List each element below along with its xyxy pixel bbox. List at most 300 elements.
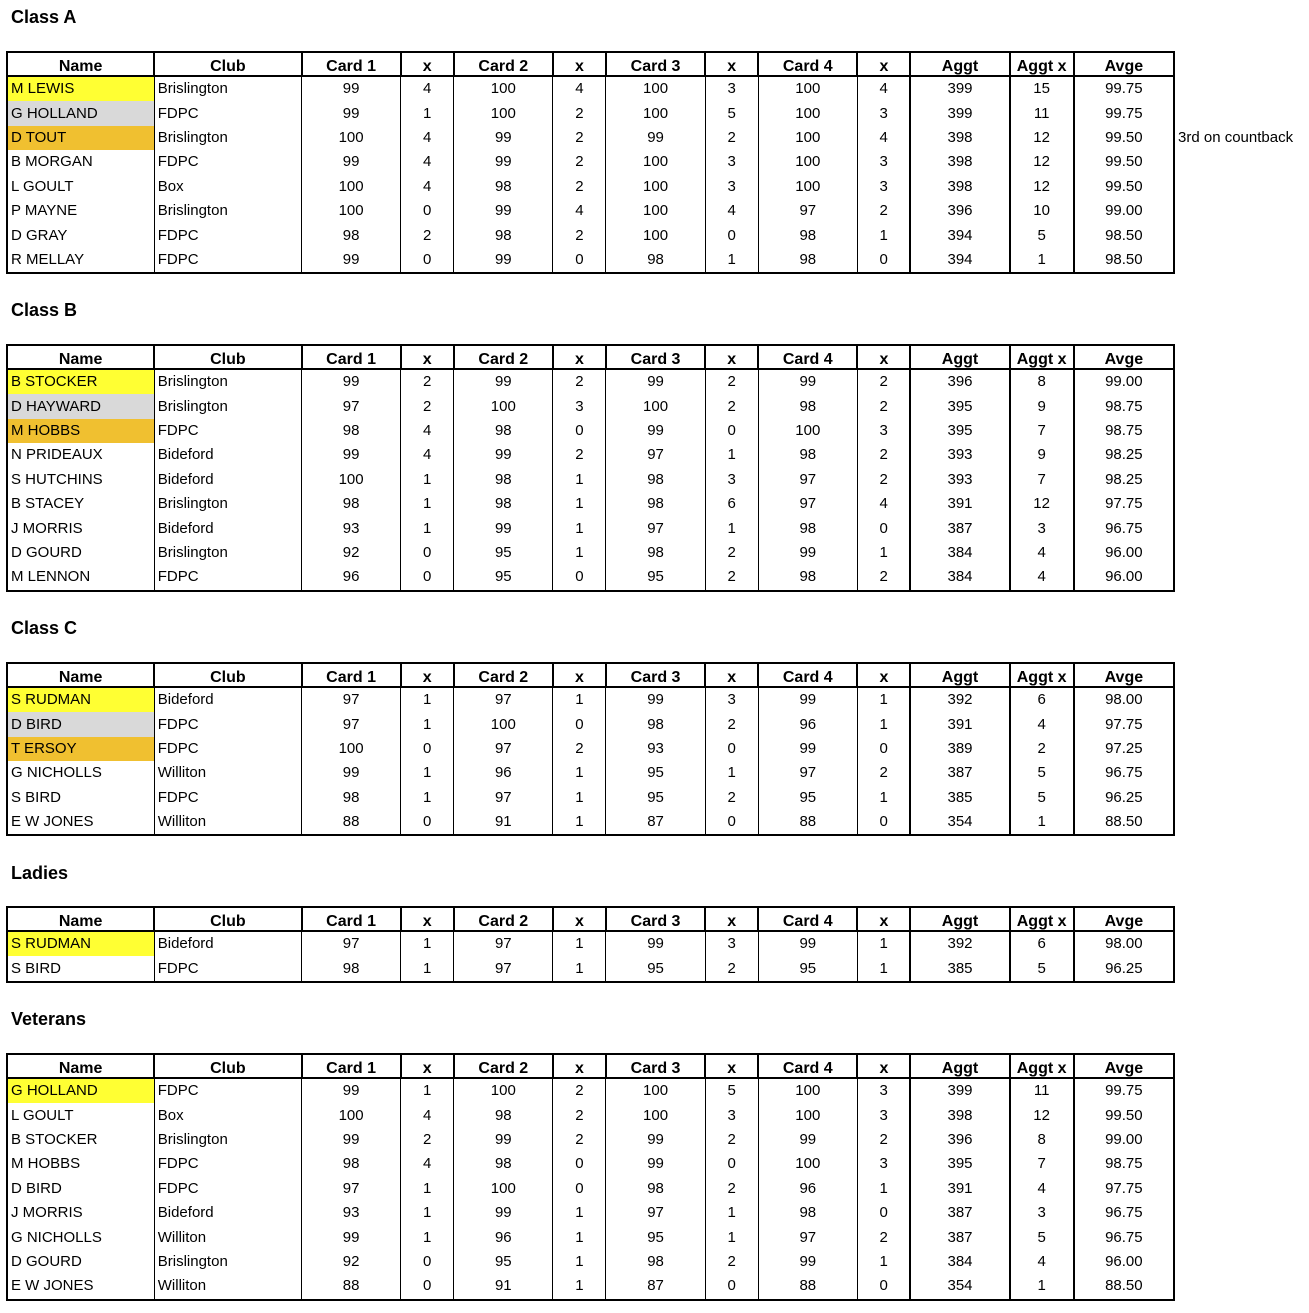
- cell-aggt: 398: [910, 126, 1009, 150]
- column-header-club: Club: [154, 345, 301, 369]
- cell-name: G NICHOLLS: [11, 764, 102, 782]
- cell-card-2-x: 1: [553, 931, 606, 956]
- cell-card-3: 100: [606, 76, 705, 101]
- cell-card-2: 97: [454, 687, 553, 712]
- cell-aggt: 393: [910, 443, 1009, 467]
- cell-card-2-x: 1: [553, 1274, 606, 1299]
- cell-card-3: 99: [606, 126, 705, 150]
- cell-card-2: 98: [454, 1103, 553, 1127]
- cell-club: Brislington: [154, 541, 301, 565]
- cell-aggt: 398: [910, 175, 1009, 199]
- cell-card-4: 100: [758, 126, 857, 150]
- cell-aggt-x: 12: [1010, 492, 1074, 516]
- section-title-ladies: Ladies: [11, 863, 69, 883]
- cell-card-3-x: 1: [705, 1225, 758, 1249]
- column-header-aggt: Aggt: [910, 52, 1009, 76]
- table-row: [7, 199, 1174, 223]
- cell-card-4: 98: [758, 223, 857, 247]
- column-header-card-3: Card 3: [606, 345, 705, 369]
- section-title-class-b: Class B: [11, 300, 78, 320]
- cell-aggt-x: 9: [1010, 394, 1074, 418]
- cell-card-2-x: 0: [553, 1152, 606, 1176]
- cell-card-3: 95: [606, 956, 705, 981]
- cell-card-1-x: 1: [401, 1078, 454, 1103]
- column-header-avge: Avge: [1074, 907, 1174, 931]
- cell-card-3-x: 0: [705, 1152, 758, 1176]
- cell-card-3: 99: [606, 419, 705, 443]
- column-header-card-2: Card 2: [454, 907, 553, 931]
- cell-card-3-x: 3: [705, 76, 758, 101]
- column-header-card-3: Card 3: [606, 907, 705, 931]
- cell-card-1-x: 2: [401, 223, 454, 247]
- cell-card-1-x: 2: [401, 1128, 454, 1152]
- cell-card-4-x: 2: [857, 443, 910, 467]
- cell-aggt: 385: [910, 956, 1009, 981]
- cell-card-1: 99: [302, 1225, 401, 1249]
- cell-club: FDPC: [154, 101, 301, 125]
- cell-card-3-x: 3: [705, 150, 758, 174]
- cell-card-3-x: 3: [705, 1103, 758, 1127]
- cell-card-2-x: 1: [553, 786, 606, 810]
- cell-card-4: 100: [758, 1152, 857, 1176]
- column-header-name: Name: [7, 663, 154, 687]
- column-header-card-1-x: x: [401, 907, 454, 931]
- cell-card-2-x: 0: [553, 565, 606, 590]
- cell-card-3: 99: [606, 1128, 705, 1152]
- cell-card-3: 98: [606, 712, 705, 736]
- cell-card-3-x: 0: [705, 737, 758, 761]
- cell-name: D TOUT: [7, 126, 154, 150]
- cell-aggt-x: 7: [1010, 468, 1074, 492]
- cell-aggt: 387: [910, 1201, 1009, 1225]
- column-header-card-1-x: x: [401, 663, 454, 687]
- cell-card-4-x: 1: [857, 541, 910, 565]
- cell-card-3: 99: [606, 687, 705, 712]
- cell-club: Box: [154, 175, 301, 199]
- cell-club: FDPC: [154, 1177, 301, 1201]
- cell-card-4: 100: [758, 76, 857, 101]
- cell-card-4: 98: [758, 394, 857, 418]
- table-row: [7, 1177, 1174, 1201]
- column-header-card-4-x: x: [857, 663, 910, 687]
- cell-card-4-x: 1: [857, 956, 910, 981]
- cell-card-1-x: 1: [401, 1177, 454, 1201]
- cell-card-4: 98: [758, 1201, 857, 1225]
- cell-aggt: 354: [910, 810, 1009, 835]
- cell-card-4: 99: [758, 1128, 857, 1152]
- cell-card-4-x: 3: [857, 1078, 910, 1103]
- column-header-card-1-x: x: [401, 1054, 454, 1078]
- cell-card-2: 97: [454, 931, 553, 956]
- header-row: [7, 1054, 1174, 1078]
- column-header-name: Name: [7, 52, 154, 76]
- cell-card-3: 100: [606, 101, 705, 125]
- cell-aggt: 396: [910, 1128, 1009, 1152]
- cell-avge: 97.25: [1074, 737, 1174, 761]
- cell-card-1-x: 4: [401, 419, 454, 443]
- cell-card-2: 96: [454, 761, 553, 785]
- header-row: [7, 663, 1174, 687]
- column-header-card-4: Card 4: [758, 663, 857, 687]
- cell-card-1: 100: [302, 126, 401, 150]
- cell-name: N PRIDEAUX: [11, 446, 103, 464]
- cell-card-3: 95: [606, 1225, 705, 1249]
- cell-card-3: 98: [606, 541, 705, 565]
- cell-card-2: 95: [454, 1250, 553, 1274]
- column-header-card-2-x: x: [553, 1054, 606, 1078]
- column-header-aggt-x: Aggt x: [1010, 663, 1074, 687]
- cell-aggt-x: 3: [1010, 1201, 1074, 1225]
- cell-name: D BIRD: [11, 1179, 62, 1197]
- column-header-aggt: Aggt: [910, 345, 1009, 369]
- column-header-card-2: Card 2: [454, 345, 553, 369]
- cell-club: FDPC: [154, 1152, 301, 1176]
- column-header-card-3-x: x: [705, 907, 758, 931]
- cell-card-4: 100: [758, 175, 857, 199]
- section-title-class-c: Class C: [11, 618, 78, 638]
- cell-card-2-x: 3: [553, 394, 606, 418]
- cell-name: B STOCKER: [11, 1130, 98, 1148]
- cell-aggt: 391: [910, 712, 1009, 736]
- cell-card-1-x: 1: [401, 468, 454, 492]
- cell-card-1: 99: [302, 369, 401, 394]
- cell-card-2: 98: [454, 419, 553, 443]
- cell-aggt-x: 15: [1010, 76, 1074, 101]
- cell-card-1: 92: [302, 541, 401, 565]
- cell-avge: 96.00: [1074, 541, 1174, 565]
- cell-card-2: 97: [454, 956, 553, 981]
- cell-card-3-x: 3: [705, 931, 758, 956]
- cell-avge: 98.75: [1074, 1152, 1174, 1176]
- cell-card-2-x: 4: [553, 199, 606, 223]
- cell-card-1: 99: [302, 150, 401, 174]
- cell-name: G HOLLAND: [7, 1078, 154, 1103]
- column-header-aggt: Aggt: [910, 1054, 1009, 1078]
- cell-card-1: 100: [302, 737, 401, 761]
- cell-avge: 98.00: [1074, 687, 1174, 712]
- table-row: [7, 1128, 1174, 1152]
- cell-avge: 96.75: [1074, 761, 1174, 785]
- cell-card-1: 93: [302, 516, 401, 540]
- cell-card-2: 99: [454, 516, 553, 540]
- cell-card-1-x: 4: [401, 175, 454, 199]
- cell-aggt-x: 6: [1010, 687, 1074, 712]
- cell-card-1-x: 0: [401, 199, 454, 223]
- cell-card-1-x: 1: [401, 761, 454, 785]
- cell-card-4-x: 3: [857, 1152, 910, 1176]
- cell-card-1: 96: [302, 565, 401, 590]
- cell-card-2: 99: [454, 443, 553, 467]
- cell-name: S HUTCHINS: [11, 470, 103, 488]
- column-header-aggt-x: Aggt x: [1010, 1054, 1074, 1078]
- cell-card-3-x: 1: [705, 516, 758, 540]
- cell-name: M HOBBS: [11, 1155, 81, 1173]
- column-header-aggt: Aggt: [910, 907, 1009, 931]
- cell-card-3: 98: [606, 468, 705, 492]
- cell-card-3: 100: [606, 394, 705, 418]
- cell-club: Bideford: [154, 1201, 301, 1225]
- cell-card-3-x: 4: [705, 199, 758, 223]
- cell-aggt: 396: [910, 369, 1009, 394]
- cell-name: M LENNON: [11, 568, 91, 586]
- cell-card-1: 99: [302, 248, 401, 273]
- cell-card-1: 98: [302, 956, 401, 981]
- table-row: [7, 175, 1174, 199]
- cell-card-2-x: 0: [553, 419, 606, 443]
- column-header-card-2-x: x: [553, 663, 606, 687]
- cell-aggt-x: 11: [1010, 1078, 1074, 1103]
- column-header-club: Club: [154, 663, 301, 687]
- table-row: [7, 516, 1174, 540]
- cell-card-4-x: 2: [857, 565, 910, 590]
- cell-card-2: 99: [454, 248, 553, 273]
- cell-card-2-x: 2: [553, 443, 606, 467]
- cell-club: Brislington: [154, 492, 301, 516]
- cell-card-2: 98: [454, 492, 553, 516]
- cell-card-2: 100: [454, 712, 553, 736]
- cell-avge: 96.00: [1074, 565, 1174, 590]
- column-header-avge: Avge: [1074, 1054, 1174, 1078]
- cell-card-1: 97: [302, 712, 401, 736]
- cell-club: FDPC: [154, 737, 301, 761]
- cell-card-4-x: 3: [857, 150, 910, 174]
- cell-card-1: 99: [302, 1128, 401, 1152]
- cell-aggt-x: 4: [1010, 1250, 1074, 1274]
- column-header-card-3-x: x: [705, 52, 758, 76]
- column-header-card-3-x: x: [705, 663, 758, 687]
- column-header-card-3-x: x: [705, 345, 758, 369]
- cell-card-1: 99: [302, 443, 401, 467]
- cell-card-3: 93: [606, 737, 705, 761]
- cell-avge: 99.50: [1074, 175, 1174, 199]
- cell-card-4-x: 4: [857, 126, 910, 150]
- cell-aggt: 387: [910, 516, 1009, 540]
- cell-card-1-x: 1: [401, 516, 454, 540]
- cell-aggt-x: 10: [1010, 199, 1074, 223]
- cell-aggt: 395: [910, 419, 1009, 443]
- cell-card-4: 97: [758, 1225, 857, 1249]
- table-row: [7, 443, 1174, 467]
- column-header-card-1-x: x: [401, 345, 454, 369]
- cell-club: Brislington: [154, 394, 301, 418]
- cell-card-3-x: 0: [705, 810, 758, 835]
- cell-card-2: 96: [454, 1225, 553, 1249]
- cell-card-4-x: 0: [857, 248, 910, 273]
- cell-club: Brislington: [154, 1250, 301, 1274]
- cell-card-4: 99: [758, 687, 857, 712]
- cell-avge: 98.25: [1074, 468, 1174, 492]
- cell-club: FDPC: [154, 786, 301, 810]
- cell-card-2: 95: [454, 541, 553, 565]
- header-row: [7, 345, 1174, 369]
- cell-club: Brislington: [154, 76, 301, 101]
- column-header-card-4: Card 4: [758, 345, 857, 369]
- cell-card-2-x: 2: [553, 1103, 606, 1127]
- cell-club: Bideford: [154, 468, 301, 492]
- cell-card-2: 99: [454, 1201, 553, 1225]
- cell-name: L GOULT: [11, 177, 74, 195]
- cell-name: P MAYNE: [11, 202, 78, 220]
- cell-aggt-x: 5: [1010, 786, 1074, 810]
- cell-card-4-x: 2: [857, 199, 910, 223]
- cell-card-4-x: 0: [857, 737, 910, 761]
- table-row: [7, 369, 1174, 394]
- cell-aggt: 354: [910, 1274, 1009, 1299]
- cell-card-2: 100: [454, 76, 553, 101]
- column-header-card-1: Card 1: [302, 345, 401, 369]
- cell-card-2: 97: [454, 737, 553, 761]
- cell-card-2-x: 2: [553, 223, 606, 247]
- column-header-name: Name: [7, 1054, 154, 1078]
- cell-aggt: 392: [910, 687, 1009, 712]
- cell-card-3-x: 2: [705, 541, 758, 565]
- cell-card-2-x: 2: [553, 1078, 606, 1103]
- cell-card-3-x: 0: [705, 419, 758, 443]
- cell-avge: 96.25: [1074, 956, 1174, 981]
- cell-card-3: 95: [606, 786, 705, 810]
- cell-card-1: 100: [302, 468, 401, 492]
- cell-card-1-x: 4: [401, 126, 454, 150]
- cell-card-4: 98: [758, 248, 857, 273]
- table-row: [7, 810, 1174, 835]
- cell-aggt-x: 8: [1010, 369, 1074, 394]
- cell-card-2-x: 1: [553, 492, 606, 516]
- cell-name: S RUDMAN: [7, 931, 154, 956]
- column-header-card-4: Card 4: [758, 1054, 857, 1078]
- cell-card-3-x: 3: [705, 175, 758, 199]
- cell-card-1-x: 1: [401, 712, 454, 736]
- cell-name: D GRAY: [11, 226, 68, 244]
- cell-aggt-x: 1: [1010, 810, 1074, 835]
- table-row: [7, 492, 1174, 516]
- cell-aggt-x: 12: [1010, 150, 1074, 174]
- cell-name: M LEWIS: [7, 76, 154, 101]
- column-header-card-4-x: x: [857, 345, 910, 369]
- column-header-card-2-x: x: [553, 52, 606, 76]
- cell-name: S BIRD: [11, 959, 62, 977]
- cell-aggt-x: 12: [1010, 1103, 1074, 1127]
- cell-avge: 88.50: [1074, 1274, 1174, 1299]
- cell-card-4-x: 0: [857, 810, 910, 835]
- cell-aggt: 399: [910, 101, 1009, 125]
- table-row: [7, 1152, 1174, 1176]
- column-header-aggt-x: Aggt x: [1010, 345, 1074, 369]
- column-header-aggt: Aggt: [910, 663, 1009, 687]
- cell-card-4-x: 1: [857, 1250, 910, 1274]
- cell-card-1-x: 4: [401, 76, 454, 101]
- cell-card-4: 88: [758, 810, 857, 835]
- cell-name: J MORRIS: [11, 519, 83, 537]
- cell-card-2-x: 1: [553, 1225, 606, 1249]
- table-row: [7, 761, 1174, 785]
- cell-card-1-x: 1: [401, 492, 454, 516]
- table-row: [7, 786, 1174, 810]
- column-header-card-2: Card 2: [454, 52, 553, 76]
- cell-card-2-x: 1: [553, 810, 606, 835]
- cell-aggt-x: 5: [1010, 1225, 1074, 1249]
- cell-card-1: 100: [302, 199, 401, 223]
- cell-card-3-x: 2: [705, 126, 758, 150]
- cell-card-4: 99: [758, 369, 857, 394]
- cell-card-1-x: 2: [401, 369, 454, 394]
- cell-card-1: 99: [302, 101, 401, 125]
- cell-card-3: 97: [606, 443, 705, 467]
- cell-card-3: 100: [606, 223, 705, 247]
- cell-aggt: 384: [910, 541, 1009, 565]
- cell-aggt-x: 7: [1010, 419, 1074, 443]
- column-header-aggt-x: Aggt x: [1010, 52, 1074, 76]
- cell-aggt-x: 4: [1010, 565, 1074, 590]
- cell-card-4-x: 3: [857, 419, 910, 443]
- cell-card-2: 98: [454, 1152, 553, 1176]
- cell-card-4-x: 2: [857, 369, 910, 394]
- cell-card-4-x: 0: [857, 1201, 910, 1225]
- cell-club: Brislington: [154, 126, 301, 150]
- cell-card-1-x: 1: [401, 101, 454, 125]
- cell-card-3: 100: [606, 150, 705, 174]
- cell-avge: 99.50: [1074, 150, 1174, 174]
- table-row: [7, 223, 1174, 247]
- cell-card-2-x: 4: [553, 76, 606, 101]
- table-row: [7, 565, 1174, 590]
- cell-card-4-x: 2: [857, 761, 910, 785]
- cell-card-2-x: 2: [553, 1128, 606, 1152]
- cell-card-1-x: 1: [401, 687, 454, 712]
- cell-name: T ERSOY: [7, 737, 154, 761]
- cell-card-1: 99: [302, 76, 401, 101]
- cell-aggt: 399: [910, 76, 1009, 101]
- table-row: [7, 956, 1174, 981]
- cell-card-4: 100: [758, 150, 857, 174]
- cell-card-2-x: 1: [553, 1250, 606, 1274]
- column-header-aggt-x: Aggt x: [1010, 907, 1074, 931]
- table-row: [7, 394, 1174, 418]
- cell-card-4: 98: [758, 516, 857, 540]
- table-row: [7, 1250, 1174, 1274]
- cell-name: L GOULT: [11, 1106, 74, 1124]
- cell-club: Brislington: [154, 199, 301, 223]
- cell-card-3: 98: [606, 248, 705, 273]
- cell-aggt: 385: [910, 786, 1009, 810]
- column-header-card-3: Card 3: [606, 1054, 705, 1078]
- cell-card-2: 98: [454, 175, 553, 199]
- cell-card-4-x: 1: [857, 223, 910, 247]
- column-header-club: Club: [154, 907, 301, 931]
- cell-card-4: 98: [758, 565, 857, 590]
- cell-card-2: 98: [454, 468, 553, 492]
- table-row: [7, 712, 1174, 736]
- column-header-card-3: Card 3: [606, 663, 705, 687]
- cell-club: Williton: [154, 810, 301, 835]
- column-header-avge: Avge: [1074, 345, 1174, 369]
- cell-card-4-x: 1: [857, 712, 910, 736]
- cell-card-2-x: 0: [553, 712, 606, 736]
- cell-card-1: 98: [302, 492, 401, 516]
- cell-card-3: 100: [606, 199, 705, 223]
- cell-aggt-x: 5: [1010, 223, 1074, 247]
- cell-avge: 99.00: [1074, 199, 1174, 223]
- cell-aggt: 389: [910, 737, 1009, 761]
- cell-card-1: 97: [302, 1177, 401, 1201]
- cell-card-4-x: 2: [857, 394, 910, 418]
- cell-club: Williton: [154, 1274, 301, 1299]
- cell-card-3-x: 2: [705, 1250, 758, 1274]
- cell-name: G NICHOLLS: [11, 1228, 102, 1246]
- cell-card-1-x: 1: [401, 1225, 454, 1249]
- table-row: [7, 687, 1174, 712]
- table-row: [7, 76, 1174, 101]
- cell-card-3-x: 1: [705, 761, 758, 785]
